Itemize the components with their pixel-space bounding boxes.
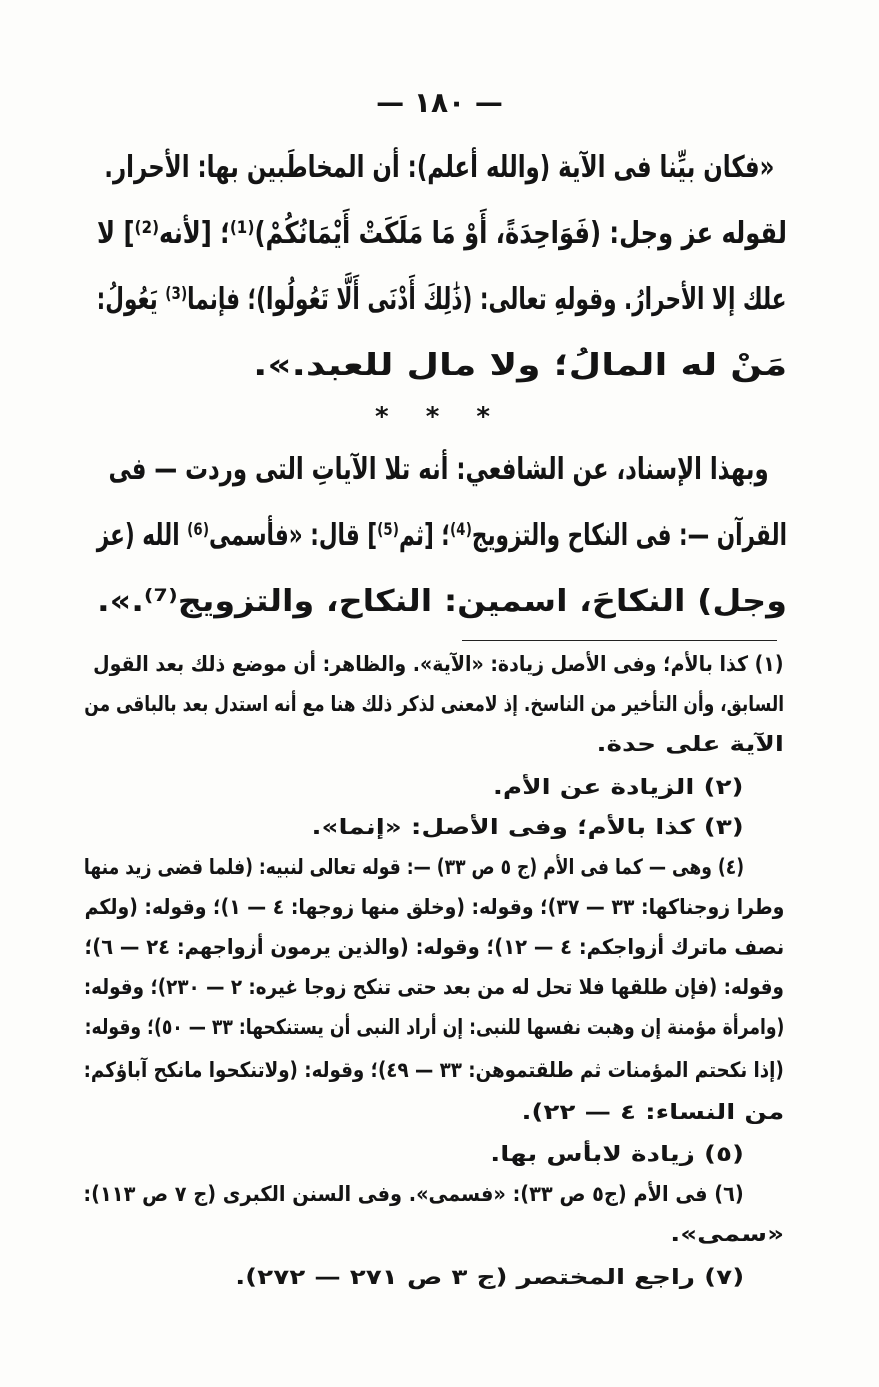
- page-number: — ١٨٠ —: [376, 86, 503, 119]
- footnote-line: (٦) فى الأم (ج٥ ص ٣٣): «فسمى». وفى السنن الكبرى (ج ٧ ص ١١٣):: [83, 1182, 744, 1206]
- footnote-line: (٧) راجع المختصر (ج ٣ ص ٢٧١ — ٢٧٢).: [234, 1265, 744, 1289]
- footnote-divider: [462, 640, 777, 641]
- footnote-line: وطرا زوجناكها: ٣٣ — ٣٧)؛ وقوله: (وخلق منها زوجها: ٤ — ١)؛ وقوله: (ولكم: [84, 895, 784, 919]
- footnote-line: (٥) زيادة لابأس بها.: [490, 1142, 744, 1166]
- footnote-line: (٤) وهى — كما فى الأم (ج ٥ ص ٣٣) —: قوله تعالى لنبيه: (فلما قضى زيد منها: [83, 855, 744, 879]
- footnote-line: (١) كذا بالأم؛ وفى الأصل زيادة: «الآية». والظاهر: أن موضع ذلك بعد القول: [93, 652, 784, 676]
- body-line: مَنْ له المالُ؛ ولا مال للعبد.».: [252, 348, 787, 383]
- body-line: «فكان بيِّنا فى الآية (والله أعلم): أن المخاطَبين بها: الأحرار.: [103, 150, 774, 185]
- footnote-line: (وامرأة مؤمنة إن وهبت نفسها للنبى: إن أراد النبى أن يستنكحها: ٣٣ — ٥٠)؛ وقوله:: [84, 1015, 784, 1039]
- body-line: القرآن —: فى النكاح والتزويج⁽⁴⁾؛ [ثم⁽⁵⁾] قال: «فأسمى⁽⁶⁾ الله (عز: [96, 518, 787, 553]
- body-line: علك إلا الأحرارُ. وقولهِ تعالى: (ذَٰلِكَ أَدْنَى أَلَّا تَعُولُوا)؛ فإنما⁽³⁾ يَعُولُ:: [97, 282, 788, 317]
- footnote-line: (٣) كذا بالأم؛ وفى الأصل: «إنما».: [311, 815, 744, 839]
- body-line: وجل) النكاحَ، اسمين: النكاح، والتزويج⁽⁷⁾.».: [96, 584, 788, 619]
- footnote-line: السابق، وأن التأخير من الناسخ. إذ لامعنى لذكر ذلك هنا مع أنه استدل بعد بالباقى من: [84, 692, 784, 716]
- footnote-line: «سمى».: [670, 1222, 784, 1246]
- section-separator: * * *: [375, 402, 504, 432]
- body-line: لقوله عز وجل: (فَوَاحِدَةً، أَوْ مَا مَلَكَتْ أَيْمَانُكُمْ)⁽¹⁾؛ [لأنه⁽²⁾] لا: [97, 216, 787, 251]
- footnote-line: (إذا نكحتم المؤمنات ثم طلقتموهن: ٣٣ — ٤٩)؛ وقوله: (ولاتنكحوا مانكح آباؤكم:: [83, 1058, 784, 1082]
- footnote-line: وقوله: (فإن طلقها فلا تحل له من بعد حتى تنكح زوجا غيره: ٢ — ٢٣٠)؛ وقوله:: [83, 975, 785, 999]
- footnote-line: نصف ماترك أزواجكم: ٤ — ١٢)؛ وقوله: (والذين يرمون أزواجهم: ٢٤ — ٦)؛: [84, 935, 784, 959]
- footnote-line: (٢) الزيادة عن الأم.: [493, 775, 744, 799]
- footnote-line: الآية على حدة.: [596, 732, 784, 756]
- body-line: وبهذا الإسناد، عن الشافعي: أنه تلا الآياتِ التى وردت — فى: [108, 452, 769, 487]
- footnote-line: من النساء: ٤ — ٢٢).: [521, 1100, 784, 1124]
